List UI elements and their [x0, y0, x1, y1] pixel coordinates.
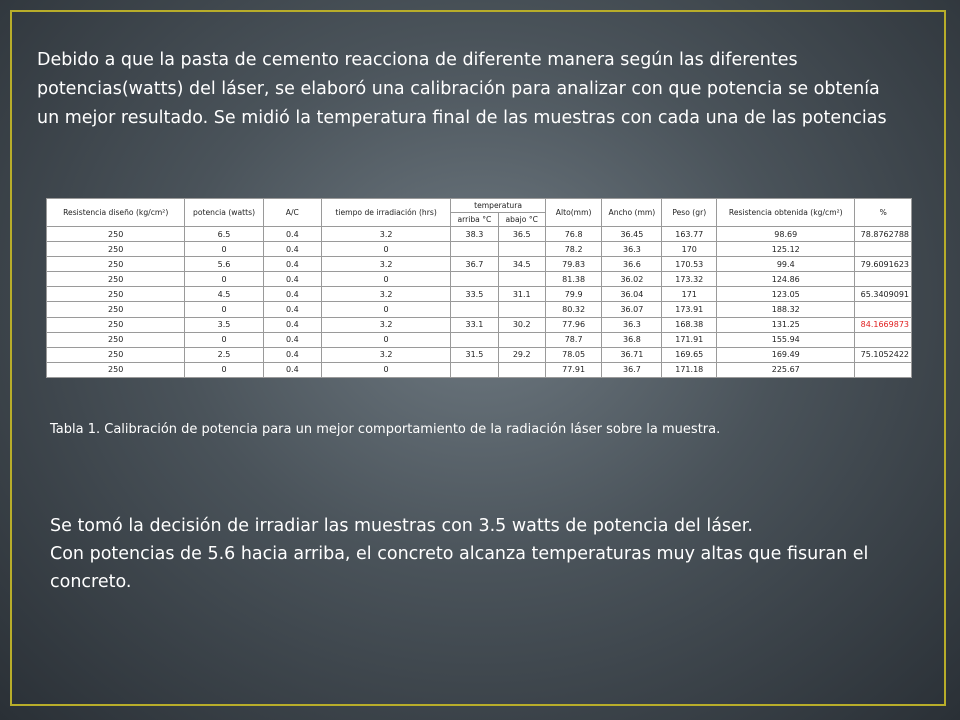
table-cell	[451, 362, 498, 377]
table-cell: 155.94	[717, 332, 855, 347]
table-cell: 250	[47, 302, 185, 317]
table-cell	[855, 362, 912, 377]
conclusion-line-2: Con potencias de 5.6 hacia arriba, el concreto alcanza temperaturas muy altas que fisuran el concreto.	[50, 544, 869, 592]
table-cell: 77.96	[545, 317, 601, 332]
table-cell: 75.1052422	[855, 347, 912, 362]
table-cell: 29.2	[498, 347, 545, 362]
table-cell	[855, 332, 912, 347]
table-cell: 250	[47, 227, 185, 242]
table-cell: 36.04	[602, 287, 662, 302]
header-abajo: abajo °C	[498, 213, 545, 227]
table-cell: 78.7	[545, 332, 601, 347]
table-cell: 81.38	[545, 272, 601, 287]
table-cell: 76.8	[545, 227, 601, 242]
table-cell: 0.4	[263, 287, 321, 302]
table-cell: 4.5	[185, 287, 263, 302]
table-cell: 36.02	[602, 272, 662, 287]
table-cell: 0	[321, 362, 450, 377]
table-cell: 36.71	[602, 347, 662, 362]
table-cell: 3.2	[321, 347, 450, 362]
table-row	[47, 347, 912, 362]
table-cell: 250	[47, 362, 185, 377]
table-cell: 77.91	[545, 362, 601, 377]
table-cell: 173.32	[662, 272, 717, 287]
table-cell: 168.38	[662, 317, 717, 332]
table-cell: 250	[47, 257, 185, 272]
table-cell	[451, 272, 498, 287]
table-cell: 169.49	[717, 347, 855, 362]
table-cell: 36.7	[451, 257, 498, 272]
table-caption: Tabla 1. Calibración de potencia para un mejor comportamiento de la radiación láser sobre la muestra.	[50, 422, 721, 437]
table-cell: 6.5	[185, 227, 263, 242]
calibration-table	[46, 198, 912, 378]
header-ac: A/C	[263, 199, 321, 227]
table-cell: 36.07	[602, 302, 662, 317]
table-cell: 3.5	[185, 317, 263, 332]
table-cell: 0	[321, 302, 450, 317]
table-cell	[498, 242, 545, 257]
table-cell	[855, 242, 912, 257]
table-row	[47, 302, 912, 317]
table-cell: 0	[321, 242, 450, 257]
table-cell: 78.05	[545, 347, 601, 362]
table-cell: 171	[662, 287, 717, 302]
header-obtenida: Resistencia obtenida (kg/cm²)	[717, 199, 855, 227]
table-cell: 31.1	[498, 287, 545, 302]
header-pct: %	[855, 199, 912, 227]
table-cell	[855, 302, 912, 317]
table-cell: 171.91	[662, 332, 717, 347]
table-cell	[498, 302, 545, 317]
table-cell: 36.3	[602, 242, 662, 257]
table-cell: 0	[185, 332, 263, 347]
table-cell: 79.6091623	[855, 257, 912, 272]
conclusion-line-1: Se tomó la decisión de irradiar las muestras con 3.5 watts de potencia del láser.	[50, 516, 753, 536]
header-arriba: arriba °C	[451, 213, 498, 227]
table-cell: 79.9	[545, 287, 601, 302]
table-cell: 0.4	[263, 272, 321, 287]
table-cell: 31.5	[451, 347, 498, 362]
table-cell: 36.8	[602, 332, 662, 347]
table-row	[47, 287, 912, 302]
table-cell: 124.86	[717, 272, 855, 287]
table-cell: 2.5	[185, 347, 263, 362]
table-cell: 131.25	[717, 317, 855, 332]
table-cell: 0	[185, 242, 263, 257]
table-cell: 80.32	[545, 302, 601, 317]
table-cell: 36.6	[602, 257, 662, 272]
header-ancho: Ancho (mm)	[602, 199, 662, 227]
table-cell: 250	[47, 287, 185, 302]
table-row	[47, 317, 912, 332]
table-cell: 34.5	[498, 257, 545, 272]
table-cell: 250	[47, 317, 185, 332]
table-cell	[451, 242, 498, 257]
table-cell: 33.1	[451, 317, 498, 332]
table-cell: 65.3409091	[855, 287, 912, 302]
table-cell: 173.91	[662, 302, 717, 317]
table-cell: 170	[662, 242, 717, 257]
table-cell	[498, 272, 545, 287]
table-cell: 36.5	[498, 227, 545, 242]
table-cell: 0	[321, 272, 450, 287]
table-cell: 250	[47, 347, 185, 362]
table-cell	[498, 332, 545, 347]
table-row	[47, 242, 912, 257]
table-cell: 123.05	[717, 287, 855, 302]
table-cell: 171.18	[662, 362, 717, 377]
table-cell	[498, 362, 545, 377]
table-cell: 78.8762788	[855, 227, 912, 242]
table-row	[47, 227, 912, 242]
header-potencia: potencia (watts)	[185, 199, 263, 227]
table-cell: 250	[47, 272, 185, 287]
table-cell	[451, 332, 498, 347]
table-cell: 163.77	[662, 227, 717, 242]
table-cell: 98.69	[717, 227, 855, 242]
table-cell: 36.7	[602, 362, 662, 377]
table-cell: 0.4	[263, 332, 321, 347]
table-cell: 3.2	[321, 257, 450, 272]
table-cell: 225.67	[717, 362, 855, 377]
table-cell: 0	[185, 272, 263, 287]
table-cell: 36.3	[602, 317, 662, 332]
header-temperatura: temperatura	[451, 199, 546, 213]
table-cell: 0.4	[263, 347, 321, 362]
table-cell: 0.4	[263, 362, 321, 377]
table-cell	[451, 302, 498, 317]
table-cell: 3.2	[321, 317, 450, 332]
header-alto: Alto(mm)	[545, 199, 601, 227]
table-cell: 30.2	[498, 317, 545, 332]
table-cell: 38.3	[451, 227, 498, 242]
table-cell: 99.4	[717, 257, 855, 272]
table-cell: 79.83	[545, 257, 601, 272]
header-peso: Peso (gr)	[662, 199, 717, 227]
table-cell: 36.45	[602, 227, 662, 242]
table-cell: 0.4	[263, 242, 321, 257]
table-cell: 84.1669873	[855, 317, 912, 332]
table-cell: 0.4	[263, 257, 321, 272]
table-row	[47, 332, 912, 347]
table-cell: 125.12	[717, 242, 855, 257]
table-cell: 33.5	[451, 287, 498, 302]
table-cell: 0	[185, 362, 263, 377]
intro-paragraph: Debido a que la pasta de cemento reacciona de diferente manera según las diferentes potencias(watts) del láser, se elaboró una calibración para analizar con que potencia se obtenía un mejor resultado. Se midió la temperatura final de las muestras con cada una de las potencias	[37, 50, 887, 128]
table-cell	[855, 272, 912, 287]
table-cell: 250	[47, 332, 185, 347]
table-cell: 170.53	[662, 257, 717, 272]
calibration-table-container	[46, 198, 912, 378]
table-cell: 0.4	[263, 302, 321, 317]
table-row	[47, 257, 912, 272]
table-cell: 3.2	[321, 287, 450, 302]
table-cell: 3.2	[321, 227, 450, 242]
table-body	[47, 227, 912, 378]
table-cell: 0	[321, 332, 450, 347]
table-cell: 0	[185, 302, 263, 317]
table-cell: 78.2	[545, 242, 601, 257]
table-cell: 5.6	[185, 257, 263, 272]
header-tiempo: tiempo de irradiación (hrs)	[321, 199, 450, 227]
table-cell: 250	[47, 242, 185, 257]
table-cell: 0.4	[263, 317, 321, 332]
header-resistencia: Resistencia diseño (kg/cm²)	[47, 199, 185, 227]
conclusion-text	[50, 512, 910, 596]
table-row	[47, 272, 912, 287]
table-cell: 0.4	[263, 227, 321, 242]
table-cell: 169.65	[662, 347, 717, 362]
table-row	[47, 362, 912, 377]
table-cell: 188.32	[717, 302, 855, 317]
